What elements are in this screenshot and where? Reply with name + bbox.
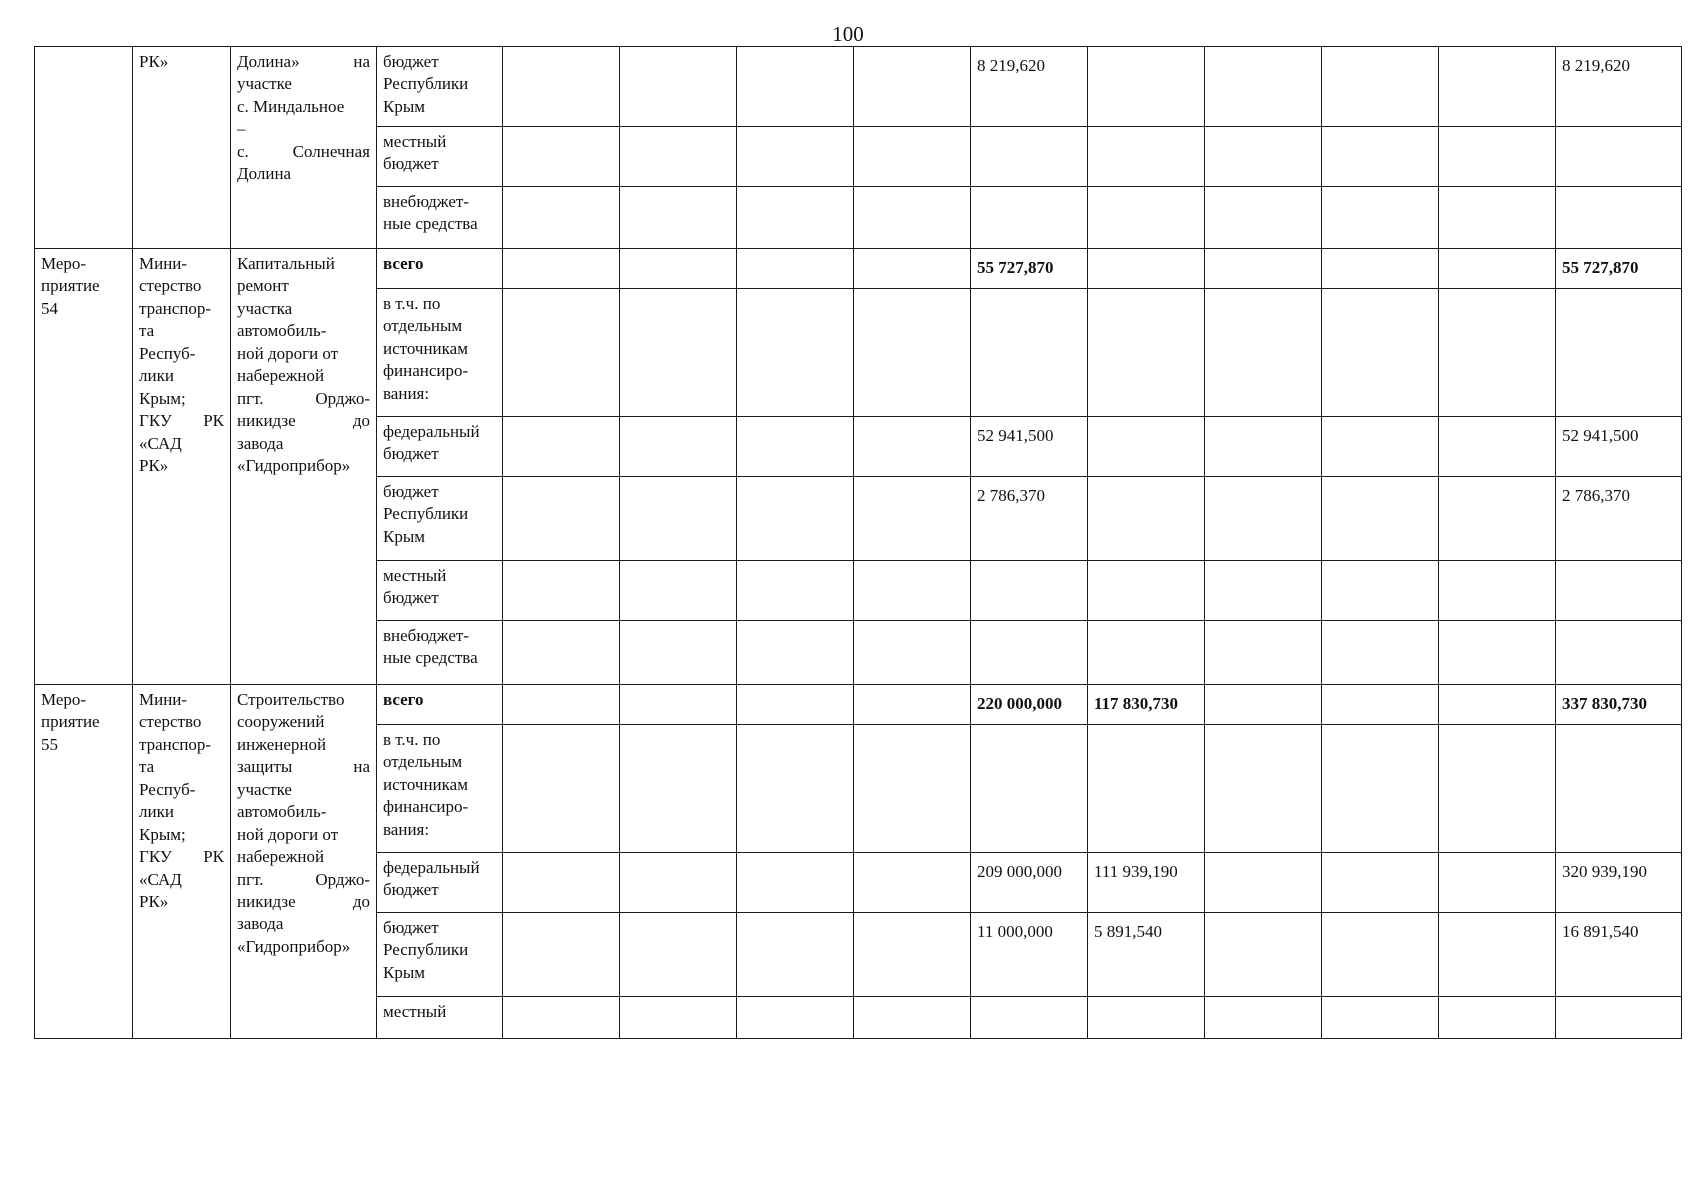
funding-source-line: бюджет [383, 52, 439, 71]
total-cell [1556, 187, 1682, 249]
object-word: защиты [237, 757, 293, 777]
object-line: «Гидроприбор» [237, 455, 351, 475]
executor-line: Респуб- [139, 343, 196, 363]
funding-source-line: источникам [383, 338, 468, 358]
value-cell [854, 913, 971, 997]
table-row [35, 47, 1682, 127]
value-cell [1205, 187, 1322, 249]
value-cell [854, 997, 971, 1039]
value-cell [854, 725, 971, 853]
value-cell [854, 187, 971, 249]
executor-cell [133, 685, 231, 1039]
total-cell [1556, 127, 1682, 187]
value-cell [620, 997, 737, 1039]
object-line [237, 891, 370, 913]
value-cell [1439, 997, 1556, 1039]
total-cell [1556, 621, 1682, 685]
value-cell [1205, 725, 1322, 853]
value-cell [1439, 127, 1556, 187]
value-cell [503, 997, 620, 1039]
value-cell [1205, 685, 1322, 725]
funding-source-line: вания: [383, 383, 430, 403]
funding-source-line: местный [383, 566, 447, 585]
funding-source-line: бюджет [383, 444, 439, 464]
object-line: ремонт [237, 276, 289, 296]
funding-source-line: местный [383, 1002, 447, 1021]
funding-source-cell [377, 621, 503, 685]
executor-line: РК» [139, 455, 169, 475]
value-cell [1322, 725, 1439, 853]
funding-source-line: всего [383, 690, 424, 709]
value-cell [1322, 685, 1439, 725]
value-cell [1205, 477, 1322, 561]
funding-source-cell [377, 561, 503, 621]
funding-source-line: ные средства [383, 214, 478, 234]
value-cell [1205, 621, 1322, 685]
executor-line [139, 846, 224, 868]
funding-source-cell [377, 913, 503, 997]
measure-label-line: приятие [41, 712, 100, 732]
funding-source-line: финансиро- [383, 361, 469, 381]
value-cell [1205, 127, 1322, 187]
value-cell [1322, 477, 1439, 561]
value-cell [1088, 47, 1205, 127]
funding-source-line: финансиро- [383, 797, 469, 817]
executor-line: транспор- [139, 734, 212, 754]
value-cell [971, 561, 1088, 621]
value-cell [1088, 997, 1205, 1039]
executor-line: РК» [139, 891, 169, 911]
value-cell [971, 127, 1088, 187]
value-cell [620, 47, 737, 127]
total-cell [1556, 561, 1682, 621]
object-word: никидзе [237, 891, 296, 911]
funding-source-cell [377, 289, 503, 417]
value-cell [737, 725, 854, 853]
value-cell [1088, 561, 1205, 621]
measure-label-cell [35, 47, 133, 249]
value-cell [1088, 417, 1205, 477]
value-cell [854, 853, 971, 913]
value-cell [1088, 477, 1205, 561]
value-cell [1088, 725, 1205, 853]
value-cell [737, 289, 854, 417]
value-cell [620, 725, 737, 853]
value-cell [620, 621, 737, 685]
value-cell [737, 187, 854, 249]
object-cell [231, 47, 377, 249]
executor-line: «САД [139, 433, 182, 453]
total-cell: 337 830,730 [1556, 685, 1682, 725]
object-line: завода [237, 433, 284, 453]
value-cell [620, 561, 737, 621]
value-cell [1088, 187, 1205, 249]
total-cell: 8 219,620 [1556, 47, 1682, 127]
executor-line: стерство [139, 712, 202, 732]
value-cell [1205, 417, 1322, 477]
value-cell [971, 621, 1088, 685]
value-cell [854, 47, 971, 127]
value-cell [1322, 127, 1439, 187]
funding-source-line: ные средства [383, 648, 478, 668]
executor-line: лики [139, 366, 174, 386]
executor-line: Мини- [139, 690, 188, 709]
value-cell [1322, 249, 1439, 289]
value-cell [1322, 47, 1439, 127]
value-cell [971, 187, 1088, 249]
object-line: автомобиль- [237, 321, 327, 341]
value-cell [503, 913, 620, 997]
value-cell [1439, 621, 1556, 685]
object-word: до [352, 411, 370, 431]
value-cell [1205, 249, 1322, 289]
value-cell [503, 725, 620, 853]
value-cell [1322, 187, 1439, 249]
value-cell [854, 289, 971, 417]
measure-label-line: 54 [41, 298, 58, 318]
object-line: Долина [237, 164, 292, 184]
value-cell [620, 477, 737, 561]
funding-source-cell [377, 685, 503, 725]
object-line: ной дороги от [237, 343, 339, 363]
funding-source-line: Республики [383, 74, 469, 94]
value-cell [503, 417, 620, 477]
value-cell [503, 249, 620, 289]
value-cell [503, 853, 620, 913]
measure-label-cell [35, 685, 133, 1039]
funding-source-line: вания: [383, 819, 430, 839]
value-cell [1322, 417, 1439, 477]
measure-label-line: Меро- [41, 254, 87, 273]
value-cell: 117 830,730 [1088, 685, 1205, 725]
measure-label-line: Меро- [41, 690, 87, 709]
value-cell [503, 477, 620, 561]
value-cell [1439, 913, 1556, 997]
object-word: пгт. [237, 869, 264, 889]
object-cell [231, 685, 377, 1039]
measure-label-line: приятие [41, 276, 100, 296]
value-cell [737, 417, 854, 477]
value-cell [971, 289, 1088, 417]
funding-source-line: Республики [383, 504, 469, 524]
value-cell [620, 127, 737, 187]
funding-source-line: отдельным [383, 316, 463, 336]
object-line: инженерной [237, 734, 327, 754]
executor-line: лики [139, 802, 174, 822]
object-word: на [353, 757, 370, 777]
value-cell: 55 727,870 [971, 249, 1088, 289]
total-cell [1556, 725, 1682, 853]
value-cell: 2 786,370 [971, 477, 1088, 561]
value-cell [737, 853, 854, 913]
object-line: участка [237, 298, 293, 318]
value-cell [620, 417, 737, 477]
value-cell [1205, 561, 1322, 621]
funding-source-line: бюджет [383, 588, 439, 608]
funding-source-cell [377, 47, 503, 127]
value-cell: 209 000,000 [971, 853, 1088, 913]
executor-line: стерство [139, 276, 202, 296]
value-cell: 5 891,540 [1088, 913, 1205, 997]
funding-source-cell [377, 853, 503, 913]
funding-source-line: федеральный [383, 422, 480, 441]
executor-line: РК» [139, 52, 169, 71]
object-line: завода [237, 914, 284, 934]
value-cell [503, 289, 620, 417]
value-cell [854, 127, 971, 187]
value-cell [737, 913, 854, 997]
value-cell [737, 249, 854, 289]
object-word: никидзе [237, 411, 296, 431]
object-line: набережной [237, 847, 325, 867]
value-cell: 220 000,000 [971, 685, 1088, 725]
object-word: на [353, 52, 370, 71]
value-cell: 111 939,190 [1088, 853, 1205, 913]
funding-source-line: источникам [383, 774, 468, 794]
value-cell [737, 127, 854, 187]
value-cell [620, 913, 737, 997]
executor-word: ГКУ [139, 411, 172, 431]
object-line: набережной [237, 366, 325, 386]
funding-source-line: бюджет [383, 880, 439, 900]
value-cell [1439, 47, 1556, 127]
measure-label-line: 55 [41, 734, 58, 754]
funding-source-line: в т.ч. по [383, 730, 441, 749]
value-cell [1439, 685, 1556, 725]
executor-word: ГКУ [139, 847, 172, 867]
funding-source-line: в т.ч. по [383, 294, 441, 313]
funding-source-line: бюджет [383, 482, 439, 501]
value-cell [620, 249, 737, 289]
total-cell [1556, 997, 1682, 1039]
value-cell [503, 621, 620, 685]
funding-source-line: федеральный [383, 858, 480, 877]
executor-line: транспор- [139, 298, 212, 318]
total-cell: 2 786,370 [1556, 477, 1682, 561]
object-line: «Гидроприбор» [237, 936, 351, 956]
object-word: пгт. [237, 388, 264, 408]
funding-source-cell [377, 187, 503, 249]
value-cell [503, 47, 620, 127]
funding-source-cell [377, 997, 503, 1039]
executor-line: Мини- [139, 254, 188, 273]
budget-table [34, 46, 1682, 1039]
funding-source-line: внебюджет- [383, 192, 469, 211]
object-line: ной дороги от [237, 824, 339, 844]
table-row [35, 685, 1682, 725]
value-cell [620, 187, 737, 249]
funding-source-line: Крым [383, 96, 426, 116]
value-cell [737, 997, 854, 1039]
value-cell [1322, 997, 1439, 1039]
value-cell [1322, 913, 1439, 997]
value-cell [1439, 249, 1556, 289]
object-line: участке [237, 779, 292, 799]
funding-source-line: бюджет [383, 154, 439, 174]
funding-source-line: Крым [383, 526, 426, 546]
value-cell [1088, 249, 1205, 289]
executor-word: РК [203, 411, 224, 431]
funding-source-line: местный [383, 132, 447, 151]
value-cell [1322, 621, 1439, 685]
object-word: до [352, 891, 370, 911]
value-cell [854, 685, 971, 725]
total-cell: 320 939,190 [1556, 853, 1682, 913]
value-cell [737, 685, 854, 725]
funding-source-line: бюджет [383, 918, 439, 937]
value-cell [1439, 725, 1556, 853]
value-cell [1439, 561, 1556, 621]
measure-label-cell [35, 249, 133, 685]
value-cell [620, 289, 737, 417]
funding-source-cell [377, 477, 503, 561]
table-row [35, 249, 1682, 289]
value-cell [737, 47, 854, 127]
funding-source-line: отдельным [383, 752, 463, 772]
object-word: Солнечная [292, 141, 370, 161]
object-cell [231, 249, 377, 685]
object-line [237, 51, 370, 73]
object-line: Строительство [237, 690, 345, 709]
value-cell [737, 477, 854, 561]
executor-word: РК [203, 847, 224, 867]
object-line [237, 869, 370, 891]
value-cell [1205, 289, 1322, 417]
value-cell [1322, 289, 1439, 417]
value-cell [503, 187, 620, 249]
value-cell [1205, 997, 1322, 1039]
object-line: Капитальный [237, 254, 335, 273]
value-cell [1322, 561, 1439, 621]
object-word: Орджо- [315, 388, 370, 408]
value-cell [1088, 127, 1205, 187]
object-line [237, 756, 370, 778]
executor-cell [133, 249, 231, 685]
value-cell [854, 249, 971, 289]
value-cell [1439, 853, 1556, 913]
value-cell [854, 561, 971, 621]
object-word: Долина» [237, 52, 300, 71]
object-word: Орджо- [315, 869, 370, 889]
object-line: участке [237, 74, 292, 94]
executor-line: «САД [139, 869, 182, 889]
executor-line [139, 410, 224, 432]
funding-source-line: внебюджет- [383, 626, 469, 645]
value-cell: 52 941,500 [971, 417, 1088, 477]
executor-line: та [139, 757, 155, 777]
value-cell [620, 853, 737, 913]
value-cell [503, 561, 620, 621]
value-cell [1439, 417, 1556, 477]
value-cell [503, 685, 620, 725]
executor-line: Крым; [139, 388, 186, 408]
object-word: с. [237, 141, 249, 161]
object-line: – [237, 119, 246, 139]
value-cell [1439, 477, 1556, 561]
value-cell [1205, 47, 1322, 127]
total-cell: 16 891,540 [1556, 913, 1682, 997]
value-cell [1322, 853, 1439, 913]
funding-source-cell [377, 249, 503, 289]
funding-source-line: Крым [383, 962, 426, 982]
object-line: автомобиль- [237, 802, 327, 822]
value-cell [854, 477, 971, 561]
object-line: сооружений [237, 712, 325, 732]
executor-line: Крым; [139, 824, 186, 844]
object-line [237, 141, 370, 163]
value-cell [854, 417, 971, 477]
executor-cell [133, 47, 231, 249]
value-cell [1439, 289, 1556, 417]
value-cell: 11 000,000 [971, 913, 1088, 997]
value-cell [1088, 621, 1205, 685]
value-cell [1205, 853, 1322, 913]
object-line [237, 388, 370, 410]
value-cell: 8 219,620 [971, 47, 1088, 127]
object-line: с. Миндальное [237, 96, 345, 116]
funding-source-line: всего [383, 254, 424, 273]
value-cell [737, 561, 854, 621]
value-cell [854, 621, 971, 685]
funding-source-cell [377, 417, 503, 477]
total-cell [1556, 289, 1682, 417]
total-cell: 55 727,870 [1556, 249, 1682, 289]
value-cell [503, 127, 620, 187]
value-cell [971, 997, 1088, 1039]
page-number: 100 [832, 22, 864, 46]
funding-source-line: Республики [383, 940, 469, 960]
value-cell [1205, 913, 1322, 997]
value-cell [1439, 187, 1556, 249]
executor-line: Респуб- [139, 779, 196, 799]
total-cell: 52 941,500 [1556, 417, 1682, 477]
funding-source-cell [377, 725, 503, 853]
value-cell [737, 621, 854, 685]
value-cell [620, 685, 737, 725]
value-cell [971, 725, 1088, 853]
value-cell [1088, 289, 1205, 417]
object-line [237, 410, 370, 432]
funding-source-cell [377, 127, 503, 187]
executor-line: та [139, 321, 155, 341]
